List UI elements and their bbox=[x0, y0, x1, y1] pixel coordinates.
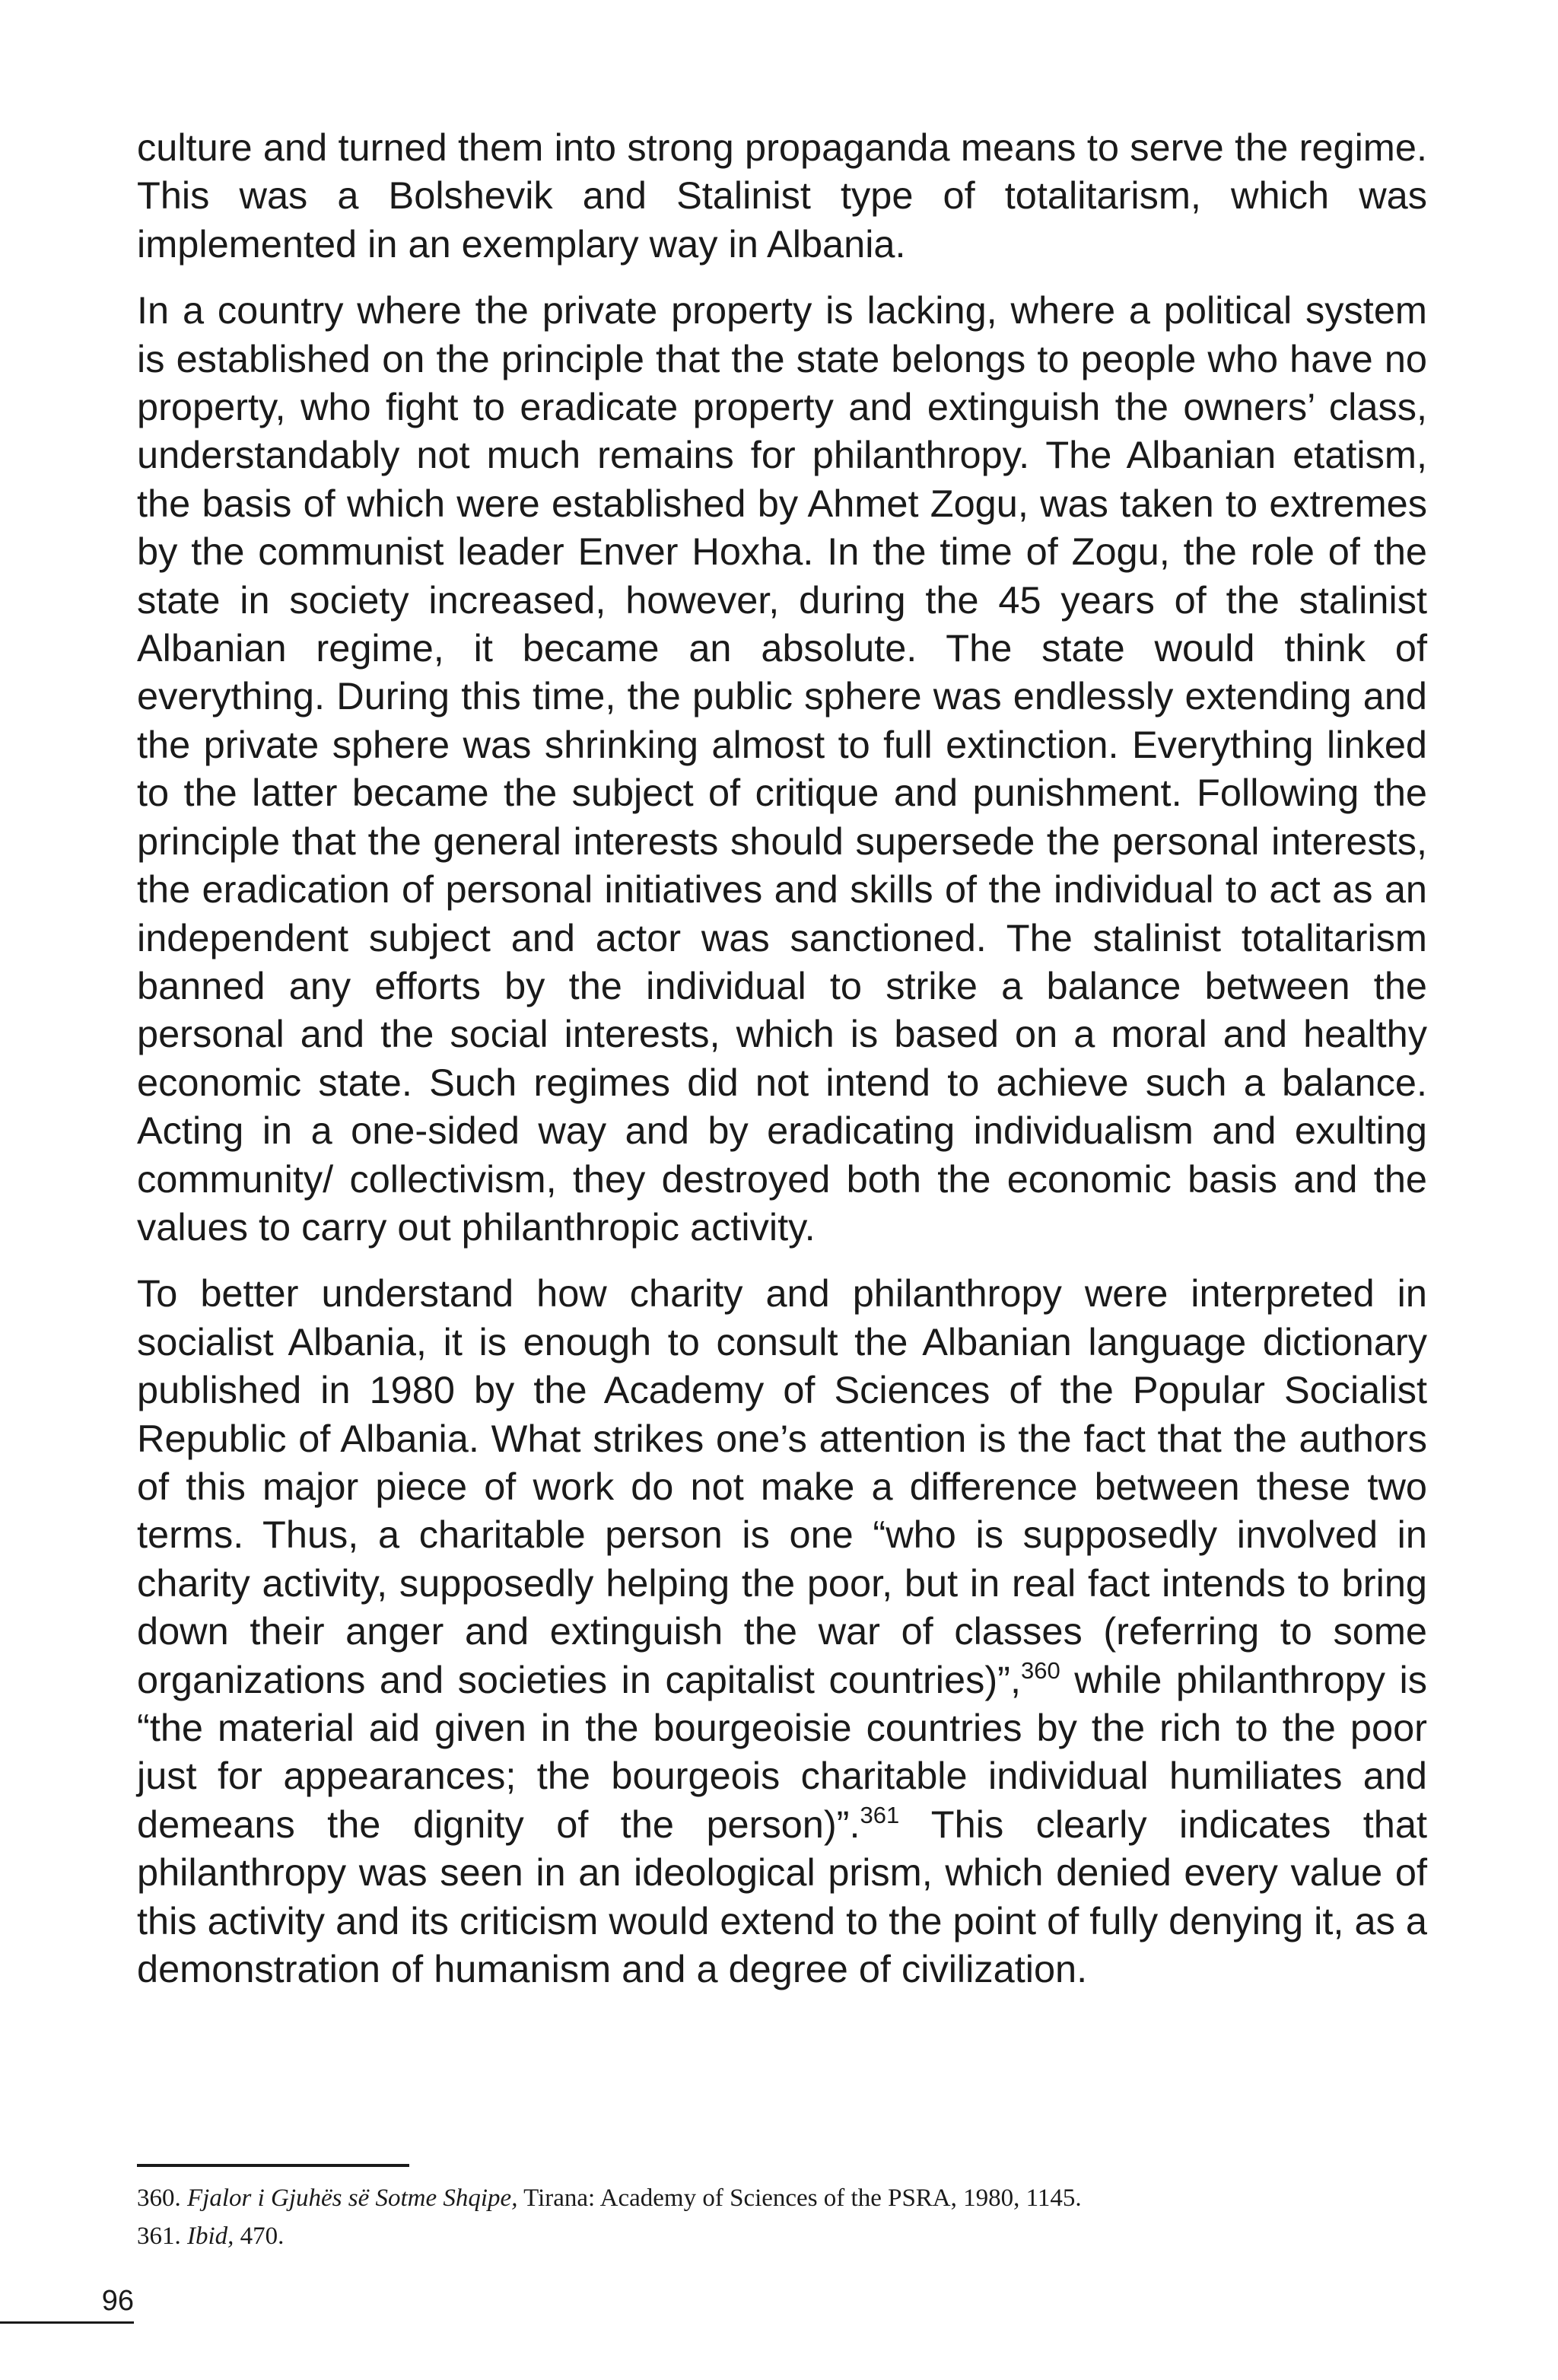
footnote-reference-361: 361 bbox=[860, 1801, 900, 1828]
page-number: 96 bbox=[101, 2285, 134, 2317]
footnote-361 bbox=[137, 2217, 1427, 2255]
paragraph-3-part-1: To better understand how charity and philanthropy were interpreted in socialist Albania, it is enough to consult the Albanian language dictionary published in 1980 by the Academy of Sciences of the Popular Socialist Republic of Albania. What strikes one’s attention is the fact that the authors of this major piece of work do not make a difference between these two terms. Thus, a charitable person is one “who is supposedly involved in charity activity, supposedly helping the poor, but in real fact intends to bring down their anger and extinguish the war of classes (referring to some organizations and societies in capitalist countries)”, bbox=[137, 1271, 1427, 1701]
page-number-area bbox=[0, 2281, 134, 2324]
footnotes bbox=[137, 2179, 1427, 2255]
main-text bbox=[137, 123, 1427, 2011]
paragraph-3 bbox=[137, 1269, 1427, 1993]
paragraph-3-part-2: while philanthropy is “the material aid given in the bourgeoisie countries by the rich to the poor just for appearances; the bourgeois charitable individual humiliates and demeans the dignity of the person)”. bbox=[137, 1657, 1427, 1846]
paragraph-1: culture and turned them into strong propaganda means to serve the regime. This was a Bolshevik and Stalinist type of totalitarism, which was implemented in an exemplary way in Albania. bbox=[137, 126, 1427, 266]
footnote-separator bbox=[137, 2164, 409, 2167]
footnote-reference-360: 360 bbox=[1021, 1656, 1060, 1684]
footnote-number: 361. bbox=[137, 2222, 181, 2250]
footnote-360 bbox=[137, 2179, 1427, 2217]
paragraph-2: In a country where the private property is lacking, where a political system is established on the principle that the state belongs to people who have no property, who fight to eradicate property and extinguish the owners’ class, understandably not much remains for philanthropy. The Albanian etatism, the basis of which were established by Ahmet Zogu, was taken to extremes by the communist leader Enver Hoxha. In the time of Zogu, the role of the state in society increased, however, during the 45 years of the stalinist Albanian regime, it became an absolute. The state would think of everything. During this time, the public sphere was endlessly extending and the private sphere was shrinking almost to full extinction. Everything linked to the latter became the subject of critique and punishment. Following the principle that the general interests should supersede the personal interests, the eradication of personal initiatives and skills of the individual to act as an independent subject and actor was sanctioned. The stalinist totalitarism banned any efforts by the individual to strike a balance between the personal and the social interests, which is based on a moral and healthy economic state. Such regimes did not intend to achieve such a balance. Acting in a one-sided way and by eradicating individualism and exulting community/ collectivism, they destroyed both the economic basis and the values to carry out philanthropic activity. bbox=[137, 288, 1427, 1249]
footnote-title: Fjalor i Gjuhës së Sotme Shqipe, bbox=[187, 2184, 518, 2212]
page-number-rule bbox=[0, 2321, 134, 2324]
paragraph-3-part-3: This clearly indicates that philanthropy was seen in an ideological prism, which denied every value of this activity and its criticism would extend to the point of fully denying it, as a demonstration of humanism and a degree of civilization. bbox=[137, 1802, 1427, 1991]
footnote-details: 470. bbox=[240, 2222, 285, 2250]
footnote-title: Ibid, bbox=[187, 2222, 234, 2250]
footnote-number: 360. bbox=[137, 2184, 181, 2212]
footnote-details: Tirana: Academy of Sciences of the PSRA, 1980, 1145. bbox=[523, 2184, 1082, 2212]
